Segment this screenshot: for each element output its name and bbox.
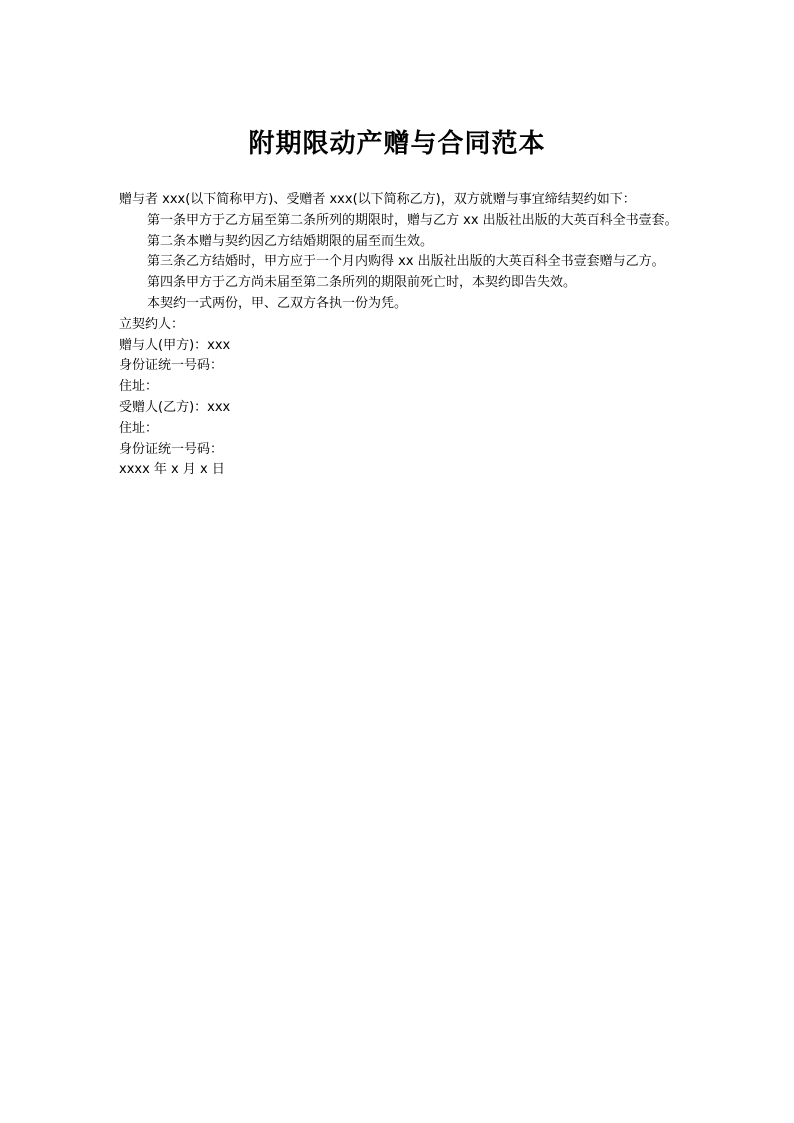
donor-id-line: 身份证统一号码： — [119, 358, 224, 374]
intro-paragraph: 赠与者 xxx(以下简称甲方)、受赠者 xxx(以下简称乙方)，双方就赠与事宜缔结契约如下： — [119, 192, 636, 207]
date-line: xxxx 年 x 月 x 日 — [119, 462, 225, 478]
donee-name-line: 受赠人(乙方)：xxx — [119, 399, 231, 415]
clause-1: 第一条甲方于乙方届至第二条所列的期限时，赠与乙方 xx 出版社出版的大英百科全书壹套。 — [147, 212, 678, 228]
document-title: 附期限动产赠与合同范本 — [248, 129, 546, 159]
donee-id-line: 身份证统一号码： — [119, 441, 224, 457]
clause-3: 第三条乙方结婚时，甲方应于一个月内购得 xx 出版社出版的大英百科全书壹套赠与乙方。 — [147, 254, 665, 270]
donee-address-line: 住址： — [119, 420, 159, 436]
clause-4: 第四条甲方于乙方尚未届至第二条所列的期限前死亡时，本契约即告失效。 — [147, 275, 577, 291]
copies-clause: 本契约一式两份，甲、乙双方各执一份为凭。 — [147, 295, 408, 311]
clause-2: 第二条本赠与契约因乙方结婚期限的届至而生效。 — [147, 233, 434, 249]
signatory-heading: 立契约人： — [119, 316, 185, 332]
donor-name-line: 赠与人(甲方)：xxx — [119, 337, 231, 353]
document-body — [119, 190, 679, 481]
donor-address-line: 住址： — [119, 379, 159, 395]
